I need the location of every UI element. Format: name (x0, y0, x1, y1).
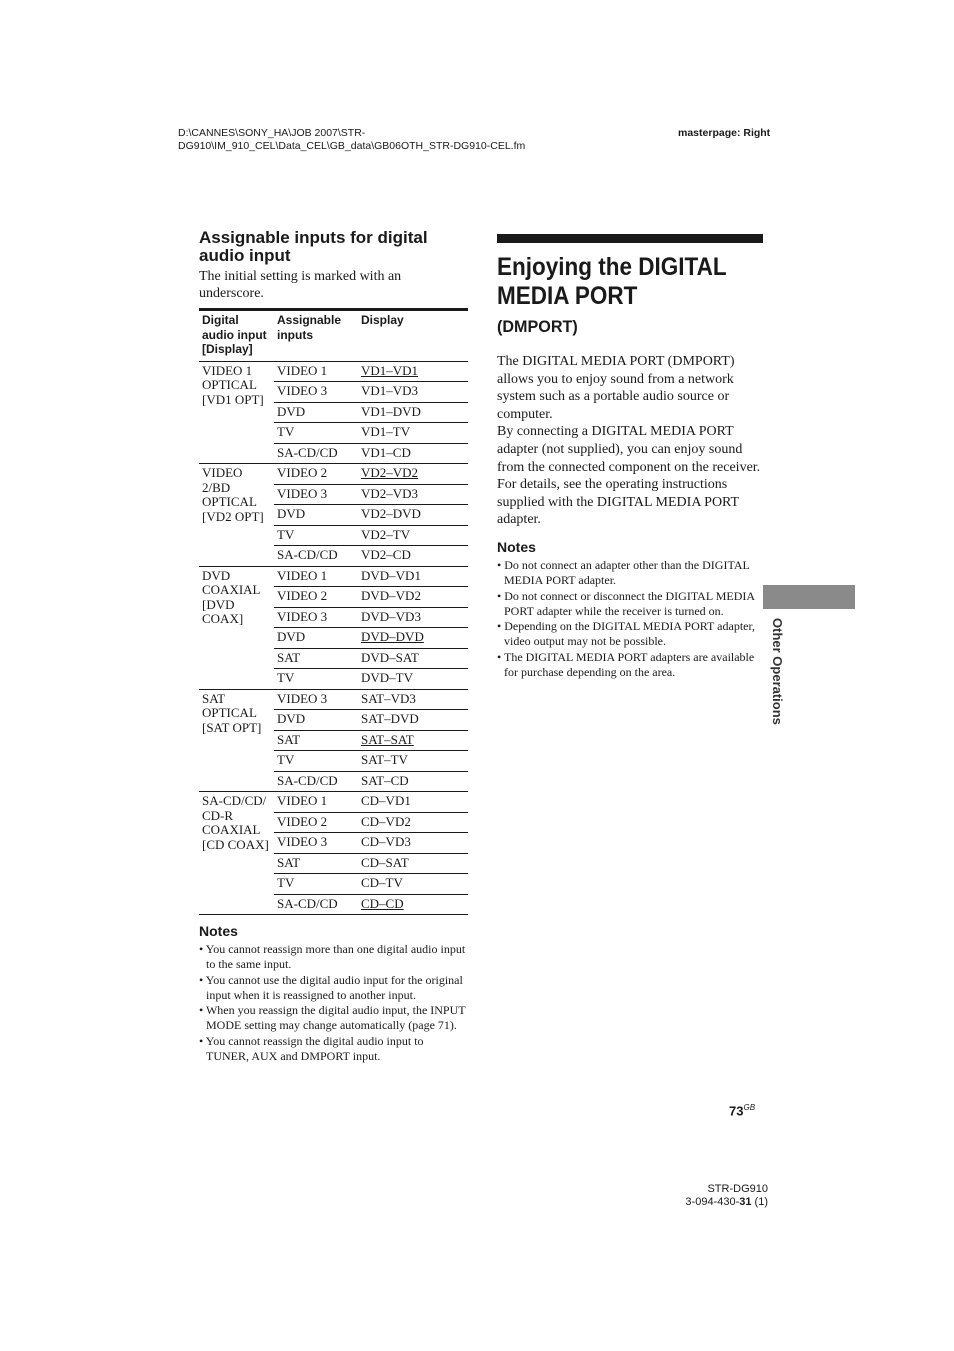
page-number-value: 73 (729, 1103, 744, 1119)
display-column-cell (358, 587, 468, 608)
display-column-cell (358, 607, 468, 628)
table-body (199, 361, 468, 915)
display-column-cell (358, 771, 468, 792)
title-bar (497, 234, 763, 243)
display-cell: DVD–SAT (361, 649, 419, 665)
assignable-input-cell: SAT (274, 853, 358, 874)
assignable-input-cell: SAT (274, 730, 358, 751)
assignable-input-cell: VIDEO 3 (274, 484, 358, 505)
paragraph: For details, see the operating instructions supplied with the DIGITAL MEDIA PORT adapter. (497, 477, 739, 528)
assignable-input-cell: DVD (274, 628, 358, 649)
display-column-cell (358, 669, 468, 690)
assignable-input-cell: DVD (274, 710, 358, 731)
table-header-row (199, 310, 468, 362)
assignable-input-cell: VIDEO 2 (274, 464, 358, 485)
header-display: Display (358, 310, 468, 362)
note-item: • Do not connect an adapter other than the DIGITAL MEDIA PORT adapter. (497, 558, 763, 589)
assignable-input-cell: TV (274, 525, 358, 546)
file-path-line-2: DG910\IM_910_CEL\Data_CEL\GB_data\GB06OTH_STR-DG910-CEL.fm (178, 140, 526, 152)
page-number (729, 1103, 755, 1118)
paragraph: The DIGITAL MEDIA PORT (DMPORT) allows you to enjoy sound from a network system such as a portable audio source or computer. (497, 354, 735, 422)
display-cell-initial-setting: VD1–VD1 (361, 362, 419, 378)
digital-input-group-label: VIDEO 2/BD OPTICAL [VD2 OPT] (199, 464, 274, 567)
display-cell: CD–TV (361, 875, 403, 890)
section-tab-label: Other Operations (770, 618, 785, 725)
display-column-cell (358, 628, 468, 649)
display-cell: SAT–DVD (361, 711, 419, 726)
display-cell: VD2–TV (361, 526, 411, 542)
display-cell: DVD–VD1 (361, 567, 421, 583)
section-tab-marker (763, 585, 855, 609)
display-column-cell (358, 751, 468, 772)
right-notes-title: Notes (497, 538, 536, 555)
note-item: • Depending on the DIGITAL MEDIA PORT adapter, video output may not be possible. (497, 619, 763, 650)
display-column-cell (358, 853, 468, 874)
display-column-cell (358, 812, 468, 833)
display-column-cell (358, 648, 468, 669)
display-column-cell (358, 546, 468, 567)
display-column-cell (358, 484, 468, 505)
assignable-input-cell: DVD (274, 505, 358, 526)
digital-input-group-label: VIDEO 1 OPTICAL [VD1 OPT] (199, 361, 274, 464)
display-column-cell (358, 833, 468, 854)
assignable-input-cell: VIDEO 3 (274, 607, 358, 628)
paragraph: By connecting a DIGITAL MEDIA PORT adapter (not supplied), you can enjoy sound from the connected component on the receiver. (497, 424, 761, 475)
masterpage-label: masterpage: Right (678, 127, 771, 139)
display-column-cell (358, 689, 468, 710)
display-cell: VD1–VD3 (361, 383, 419, 398)
assignable-input-cell: SA-CD/CD (274, 894, 358, 915)
table-row (199, 361, 468, 382)
display-cell-initial-setting: VD2–VD2 (361, 465, 419, 480)
page-title (497, 253, 736, 311)
note-item: • The DIGITAL MEDIA PORT adapters are available for purchase depending on the area. (497, 650, 763, 681)
display-column-cell (358, 505, 468, 526)
assignable-input-cell: VIDEO 1 (274, 361, 358, 382)
assignable-input-cell: VIDEO 1 (274, 566, 358, 587)
assignable-input-cell: DVD (274, 402, 358, 423)
assignable-input-cell: SA-CD/CD (274, 443, 358, 464)
section-intro: The initial setting is marked with an underscore. (199, 269, 402, 301)
assignable-input-cell: SA-CD/CD (274, 771, 358, 792)
digital-input-group-label: SAT OPTICAL [SAT OPT] (199, 689, 274, 792)
note-item: • You cannot reassign more than one digital audio input to the same input. (199, 942, 468, 973)
display-cell: VD1–CD (361, 444, 411, 460)
left-notes-list (199, 942, 468, 1064)
left-notes (199, 923, 468, 1064)
display-column-cell (358, 361, 468, 382)
assignable-input-cell: VIDEO 2 (274, 587, 358, 608)
assignable-inputs-table (199, 308, 468, 915)
display-cell: SAT–CD (361, 772, 409, 788)
display-column-cell (358, 443, 468, 464)
footer-code-bold: 31 (739, 1196, 752, 1208)
display-cell: VD1–TV (361, 424, 411, 439)
assignable-input-cell: VIDEO 3 (274, 382, 358, 403)
note-item: • You cannot reassign the digital audio input to TUNER, AUX and DMPORT input. (199, 1034, 468, 1065)
digital-input-group-label: SA-CD/CD/ CD-R COAXIAL [CD COAX] (199, 792, 274, 915)
footer-model: STR-DG910 (707, 1183, 768, 1195)
file-path-header (178, 127, 598, 153)
page-subtitle: (DMPORT) (497, 317, 578, 336)
display-cell: VD2–CD (361, 547, 411, 562)
assignable-input-cell: SAT (274, 648, 358, 669)
table-row (199, 792, 468, 813)
display-cell: SAT–VD3 (361, 690, 416, 706)
display-cell: DVD–VD3 (361, 608, 421, 624)
table-row (199, 689, 468, 710)
display-column-cell (358, 464, 468, 485)
display-column-cell (358, 894, 468, 915)
section-title: Assignable inputs for digital audio input (199, 228, 428, 265)
file-path-line-1: D:\CANNES\SONY_HA\JOB 2007\STR- (178, 127, 366, 139)
dmport-description (497, 353, 763, 529)
note-item: • When you reassign the digital audio input, the INPUT MODE setting may change automatically (page 71). (199, 1003, 468, 1034)
display-column-cell (358, 792, 468, 813)
display-cell: CD–VD2 (361, 813, 411, 829)
assignable-input-cell: VIDEO 1 (274, 792, 358, 813)
display-cell: CD–SAT (361, 854, 409, 870)
display-cell: CD–VD1 (361, 793, 411, 808)
assignable-input-cell: TV (274, 874, 358, 895)
assignable-input-cell: VIDEO 2 (274, 812, 358, 833)
right-column (497, 234, 763, 680)
header-assignable-inputs: Assignable inputs (274, 310, 358, 362)
display-cell: DVD–VD2 (361, 588, 421, 603)
footer-code-prefix: 3-094-430- (685, 1196, 740, 1208)
note-item: • You cannot use the digital audio input for the original input when it is reassigned to another input. (199, 973, 468, 1004)
display-column-cell (358, 423, 468, 444)
display-cell: SAT–TV (361, 752, 408, 767)
assignable-input-cell: TV (274, 669, 358, 690)
display-cell-initial-setting: SAT–SAT (361, 731, 414, 747)
display-cell: VD2–DVD (361, 506, 421, 521)
display-cell-initial-setting: CD–CD (361, 895, 404, 911)
display-column-cell (358, 566, 468, 587)
assignable-input-cell: VIDEO 3 (274, 689, 358, 710)
display-column-cell (358, 525, 468, 546)
display-cell: VD2–VD3 (361, 485, 419, 501)
display-column-cell (358, 402, 468, 423)
footer-code-suffix: (1) (751, 1196, 768, 1208)
digital-input-group-label: DVD COAXIAL [DVD COAX] (199, 566, 274, 689)
table-row (199, 464, 468, 485)
assignable-input-cell: TV (274, 423, 358, 444)
assignable-input-cell: TV (274, 751, 358, 772)
display-cell-initial-setting: DVD–DVD (361, 629, 424, 644)
right-notes-list (497, 558, 763, 680)
right-notes (497, 539, 763, 680)
display-cell: CD–VD3 (361, 834, 411, 849)
footer-code (683, 1196, 768, 1209)
table-row (199, 566, 468, 587)
note-item: • Do not connect or disconnect the DIGITAL MEDIA PORT adapter while the receiver is turned on. (497, 589, 763, 620)
left-column (199, 229, 468, 1064)
page-number-suffix: GB (743, 1103, 756, 1112)
display-column-cell (358, 730, 468, 751)
display-column-cell (358, 382, 468, 403)
display-column-cell (358, 710, 468, 731)
footer-model-info (683, 1183, 768, 1209)
left-notes-title: Notes (199, 923, 238, 939)
assignable-input-cell: SA-CD/CD (274, 546, 358, 567)
display-cell: DVD–TV (361, 670, 413, 685)
display-cell: VD1–DVD (361, 403, 421, 419)
page-title-line-2: MEDIA PORT (497, 282, 638, 310)
header-digital-audio-input: Digital audio input [Display] (199, 310, 274, 362)
display-column-cell (358, 874, 468, 895)
assignable-input-cell: VIDEO 3 (274, 833, 358, 854)
page-title-line-1: Enjoying the DIGITAL (497, 253, 727, 281)
